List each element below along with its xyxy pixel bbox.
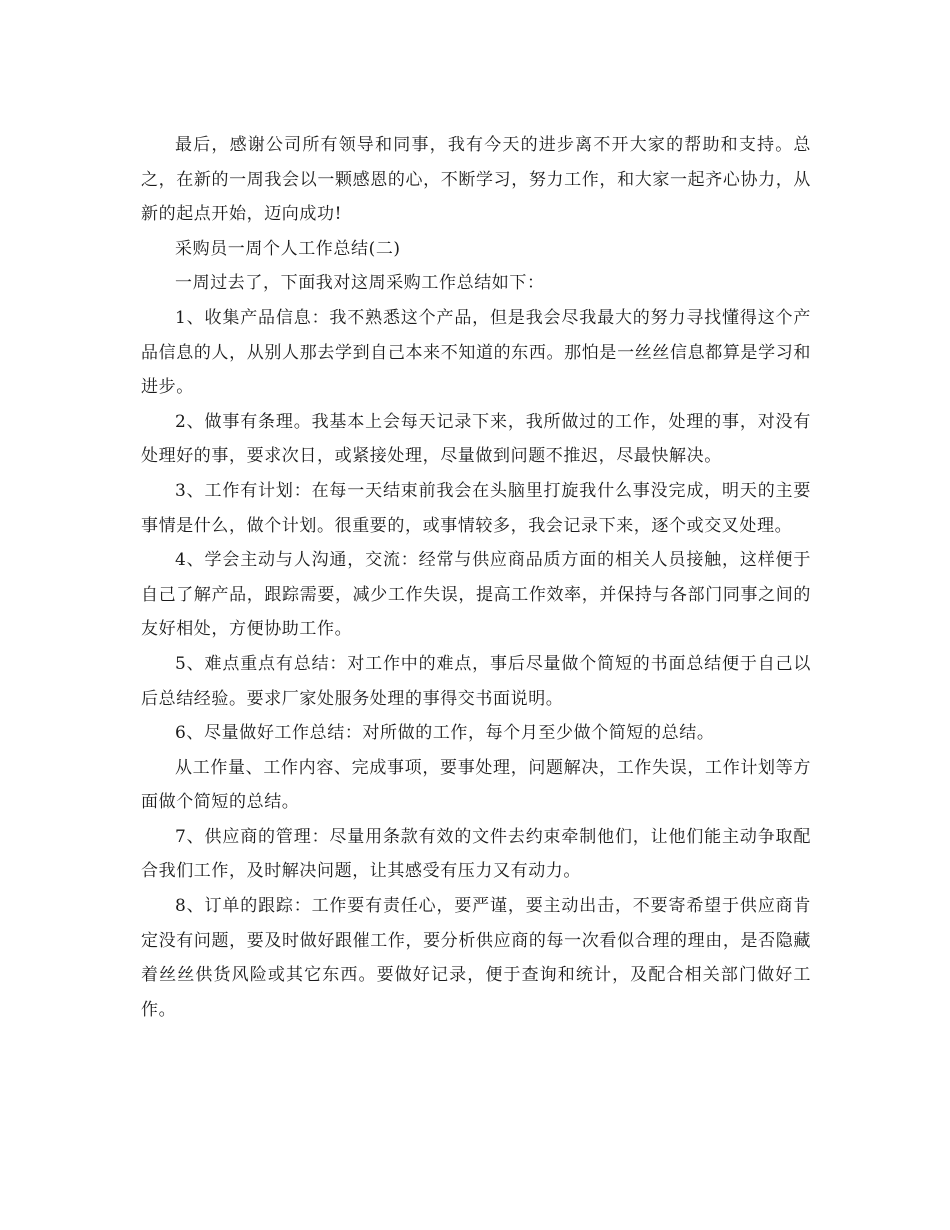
paragraph-item-7: 7、供应商的管理：尽量用条款有效的文件去约束牵制他们，让他们能主动争取配合我们工作，及时解决问题，让其感受有压力又有动力。 — [141, 826, 811, 882]
paragraph-item-5: 5、难点重点有总结：对工作中的难点，事后尽量做个简短的书面总结便于自己以后总结经验。要求厂家处服务处理的事得交书面说明。 — [141, 653, 811, 709]
section-heading: 采购员一周个人工作总结(二) — [175, 238, 401, 259]
paragraph-closing-thanks: 最后，感谢公司所有领导和同事，我有今天的进步离不开大家的帮助和支持。总之，在新的一周我会以一颗感恩的心，不断学习，努力工作，和大家一起齐心协力，从新的起点开始，迈向成功! — [141, 135, 811, 225]
paragraph-item-8: 8、订单的跟踪：工作要有责任心，要严谨，要主动出击，不要寄希望于供应商肯定没有问题，要及时做好跟催工作，要分析供应商的每一次看似合理的理由，是否隐藏着丝丝供货风险或其它东西。要做好记录，便于查询和统计，及配合相关部门做好工作。 — [141, 896, 811, 1020]
paragraph-item-4: 4、学会主动与人沟通，交流：经常与供应商品质方面的相关人员接触，这样便于自己了解产品，跟踪需要，减少工作失误，提高工作效率，并保持与各部门同事之间的友好相处，方便协助工作。 — [141, 550, 811, 640]
document-body — [141, 128, 811, 1027]
paragraph-item-6: 6、尽量做好工作总结：对所做的工作，每个月至少做个简短的总结。 — [175, 723, 715, 744]
paragraph-item-2: 2、做事有条理。我基本上会每天记录下来，我所做过的工作，处理的事，对没有处理好的事，要求次日，或紧接处理，尽量做到问题不推迟，尽最快解决。 — [141, 411, 811, 467]
paragraph-item-1: 1、收集产品信息：我不熟悉这个产品，但是我会尽我最大的努力寻找懂得这个产品信息的人，从别人那去学到自己本来不知道的东西。那怕是一丝丝信息都算是学习和进步。 — [141, 307, 811, 398]
paragraph-item-6-detail: 从工作量、工作内容、完成事项，要事处理，问题解决，工作失误，工作计划等方面做个简短的总结。 — [141, 757, 811, 813]
paragraph-intro: 一周过去了，下面我对这周采购工作总结如下： — [175, 273, 545, 294]
paragraph-item-3: 3、工作有计划：在每一天结束前我会在头脑里打旋我什么事没完成，明天的主要事情是什么，做个计划。很重要的，或事情较多，我会记录下来，逐个或交叉处理。 — [141, 480, 811, 536]
